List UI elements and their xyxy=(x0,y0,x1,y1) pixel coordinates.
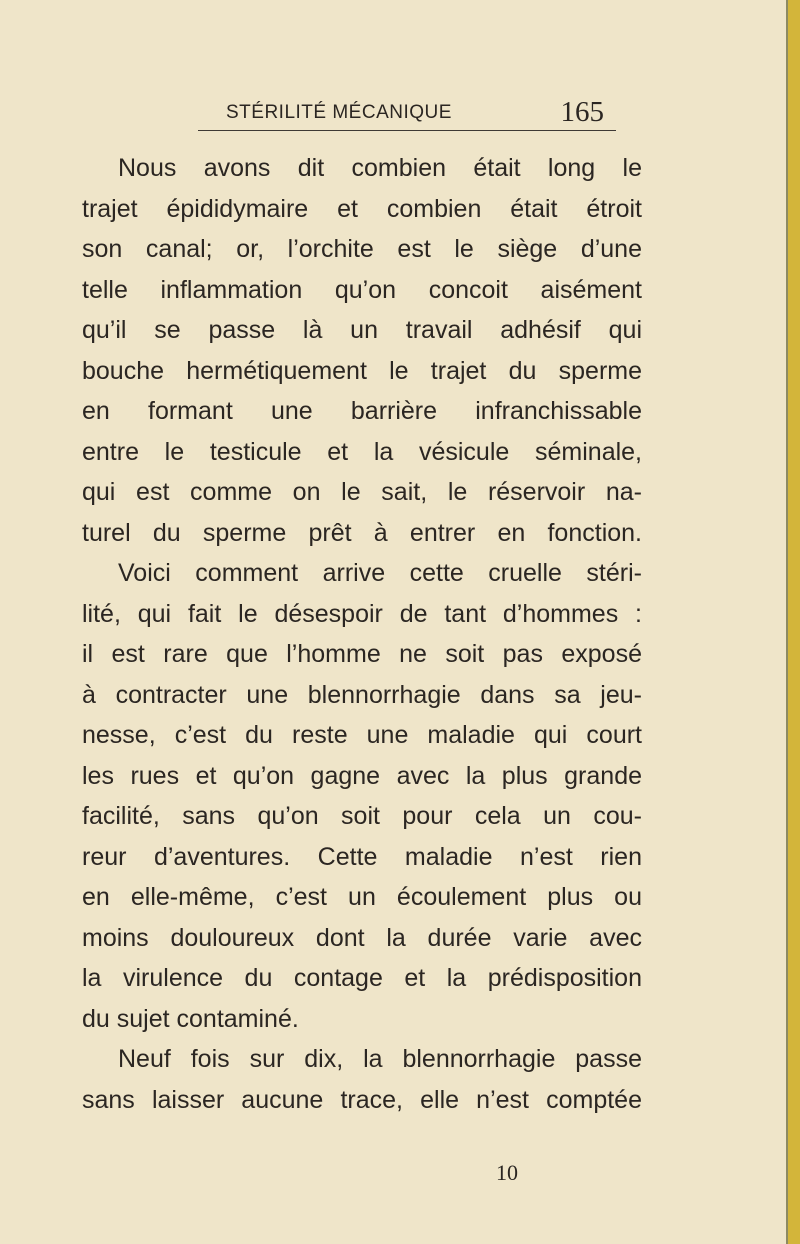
text-line: son canal; or, l’orchite est le siège d’une xyxy=(82,235,642,263)
text-line: telle inflammation qu’on concoit aisément xyxy=(82,275,642,304)
signature-mark: 10 xyxy=(496,1160,518,1185)
text-line: en formant une barrière infranchissable xyxy=(82,397,642,425)
text-line: trajet épididymaire et combien était étroit xyxy=(82,194,642,223)
header-rule xyxy=(198,130,616,131)
text-line: bouche hermétiquement le trajet du sperme xyxy=(82,356,642,385)
text-line: turel du sperme prêt à entrer en fonction. xyxy=(82,518,642,547)
page-header xyxy=(212,94,622,130)
page-edge xyxy=(786,0,800,1244)
running-head: STÉRILITÉ MÉCANIQUE xyxy=(226,102,452,123)
text-line: qu’il se passe là un travail adhésif qui xyxy=(82,316,642,344)
text-line: la virulence du contage et la prédisposition xyxy=(82,964,642,992)
body-text xyxy=(82,148,642,1120)
text-line: il est rare que l’homme ne soit pas exposé xyxy=(82,640,642,668)
text-line: en elle-même, c’est un écoulement plus ou xyxy=(82,883,642,911)
text-line: qui est comme on le sait, le réservoir na- xyxy=(82,478,642,506)
text-line: lité, qui fait le désespoir de tant d’hommes : xyxy=(82,599,642,628)
text-line: Nous avons dit combien était long le xyxy=(118,154,642,182)
text-line: reur d’aventures. Cette maladie n’est rien xyxy=(82,842,642,871)
text-line: entre le testicule et la vésicule séminale, xyxy=(82,437,642,466)
text-line: sans laisser aucune trace, elle n’est comptée xyxy=(82,1085,642,1114)
text-line: les rues et qu’on gagne avec la plus grande xyxy=(82,761,642,790)
text-line: nesse, c’est du reste une maladie qui court xyxy=(82,721,642,749)
text-line: du sujet contaminé. xyxy=(82,1004,299,1033)
page-number: 165 xyxy=(560,96,604,128)
text-line: moins douloureux dont la durée varie avec xyxy=(82,923,642,952)
text-line: facilité, sans qu’on soit pour cela un cou- xyxy=(82,802,642,830)
text-line: Neuf fois sur dix, la blennorrhagie passe xyxy=(118,1045,642,1073)
text-line: Voici comment arrive cette cruelle stéri- xyxy=(118,559,642,587)
text-line: à contracter une blennorrhagie dans sa jeu- xyxy=(82,680,642,709)
